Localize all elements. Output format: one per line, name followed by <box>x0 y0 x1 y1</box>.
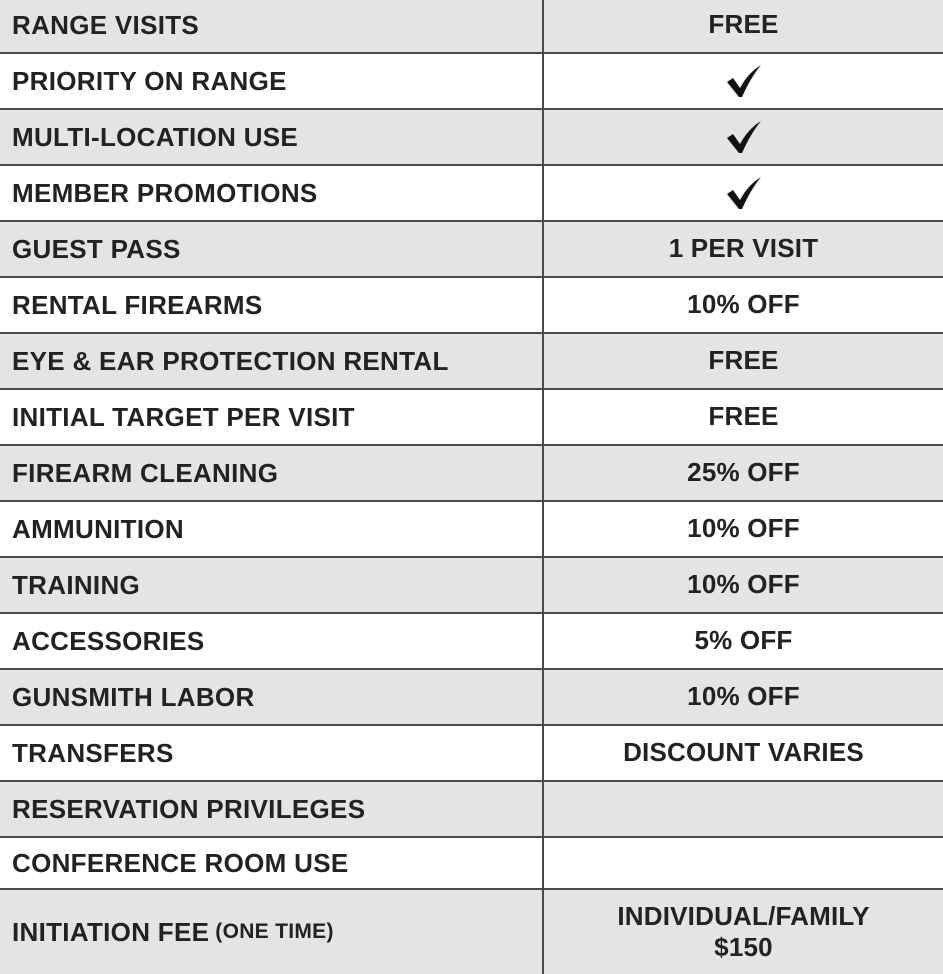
table-row <box>0 502 943 558</box>
table-row <box>0 390 943 446</box>
benefit-label <box>0 890 544 974</box>
table-row <box>0 278 943 334</box>
table-row <box>0 726 943 782</box>
benefit-label: EYE & EAR PROTECTION RENTAL <box>0 334 544 388</box>
benefit-label: RANGE VISITS <box>0 0 544 52</box>
benefit-value: DISCOUNT VARIES <box>623 737 864 768</box>
benefit-label: PRIORITY ON RANGE <box>0 54 544 108</box>
table-row <box>0 334 943 390</box>
initiation-fee-note: (ONE TIME) <box>215 920 334 943</box>
benefit-label: MULTI-LOCATION USE <box>0 110 544 164</box>
benefit-value <box>544 838 943 888</box>
table-row <box>0 222 943 278</box>
benefit-label: RESERVATION PRIVILEGES <box>0 782 544 836</box>
table-row <box>0 110 943 166</box>
benefit-label: RENTAL FIREARMS <box>0 278 544 332</box>
benefit-value <box>544 782 943 836</box>
table-row <box>0 782 943 838</box>
table-row <box>0 0 943 54</box>
table-row <box>0 614 943 670</box>
benefit-label: TRAINING <box>0 558 544 612</box>
table-row <box>0 670 943 726</box>
benefit-value: FREE <box>708 9 779 40</box>
benefit-value: 25% OFF <box>687 457 800 488</box>
benefit-label: INITIAL TARGET PER VISIT <box>0 390 544 444</box>
benefit-label: CONFERENCE ROOM USE <box>0 838 544 888</box>
benefit-value <box>544 110 943 164</box>
table-row <box>0 558 943 614</box>
benefit-value <box>544 166 943 220</box>
benefit-value: 1 PER VISIT <box>668 233 819 264</box>
benefit-value <box>544 54 943 108</box>
benefit-label: AMMUNITION <box>0 502 544 556</box>
benefit-value: 10% OFF <box>687 569 800 600</box>
benefit-value: 10% OFF <box>687 681 800 712</box>
benefit-label: GUNSMITH LABOR <box>0 670 544 724</box>
initiation-fee-label: INITIATION FEE <box>12 916 210 947</box>
table-row <box>0 446 943 502</box>
check-icon <box>724 63 764 99</box>
benefit-value: 10% OFF <box>687 289 800 320</box>
benefit-value: FREE <box>708 401 779 432</box>
benefit-label: GUEST PASS <box>0 222 544 276</box>
benefit-label: MEMBER PROMOTIONS <box>0 166 544 220</box>
benefit-label: TRANSFERS <box>0 726 544 780</box>
check-icon <box>724 119 764 155</box>
benefit-value <box>544 890 943 974</box>
check-icon <box>724 175 764 211</box>
table-row <box>0 890 943 974</box>
benefit-label: ACCESSORIES <box>0 614 544 668</box>
table-row <box>0 838 943 890</box>
table-row <box>0 166 943 222</box>
benefit-value: FREE <box>708 345 779 376</box>
benefit-value: 10% OFF <box>687 513 800 544</box>
table-row <box>0 54 943 110</box>
initiation-fee-tier: INDIVIDUAL/FAMILY <box>617 900 870 931</box>
benefit-value: 5% OFF <box>694 625 793 656</box>
benefit-label: FIREARM CLEANING <box>0 446 544 500</box>
initiation-fee-price: $150 <box>714 932 773 962</box>
